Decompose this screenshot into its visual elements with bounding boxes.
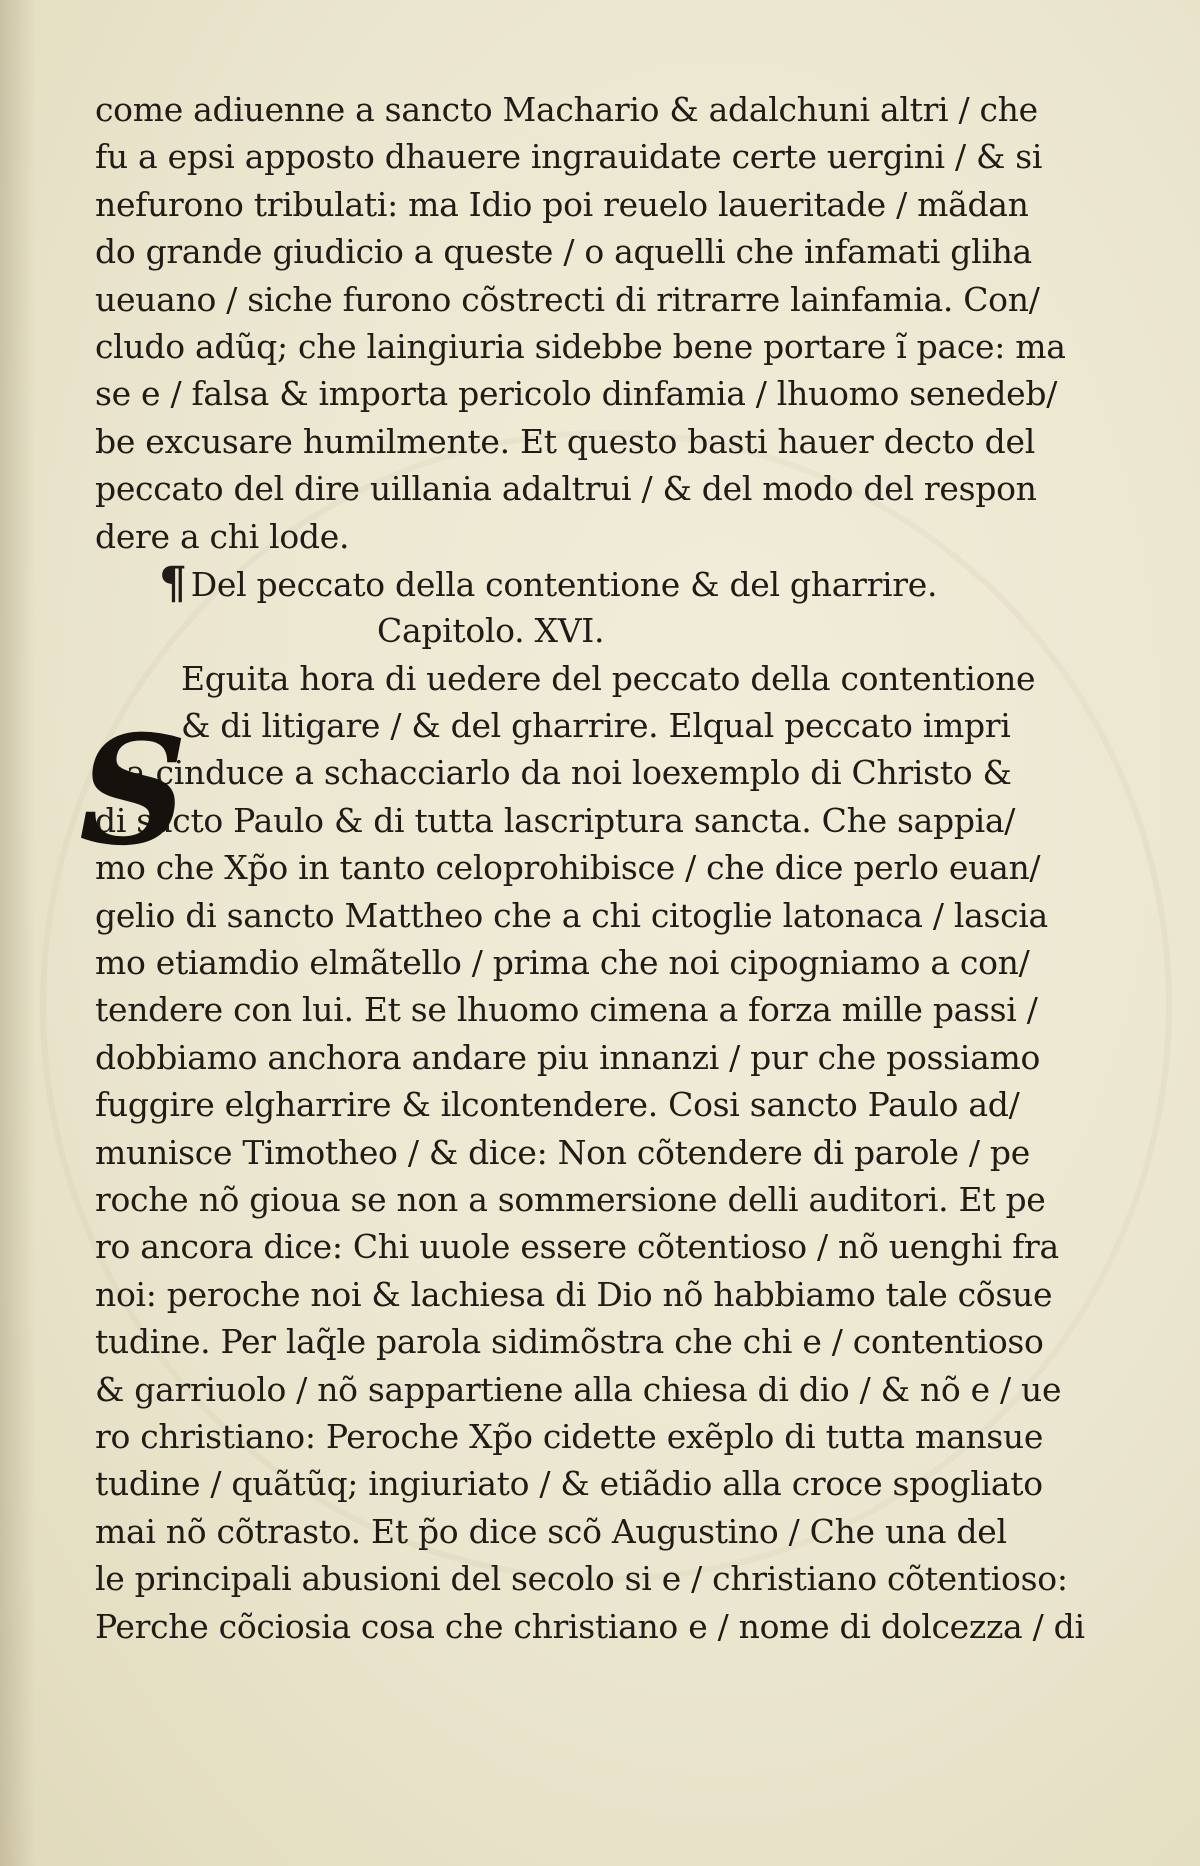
text-line: noi: peroche noi & lachiesa di Dio nõ habbiamo tale cõsue: [95, 1274, 1053, 1314]
text-line: come adiuenne a sancto Machario & adalchuni altri / che: [95, 90, 1038, 129]
text-line: do grande giudicio a queste / o aquelli che infamati gliha: [95, 232, 1032, 272]
text-line: tendere con lui. Et se lhuomo cimena a forza mille passi /: [95, 990, 1038, 1030]
text-line: munisce Timotheo / & dice: Non cõtendere di parole / pe: [95, 1132, 1030, 1172]
text-line: di sãcto Paulo & di tutta lascriptura sancta. Che sappia/: [95, 800, 1016, 840]
text-line: gelio di sancto Mattheo che a chi citoglie latonaca / lascia: [95, 895, 1048, 935]
text-line: ro christiano: Peroche Xp̃o cidette exẽplo di tutta mansue: [95, 1416, 1044, 1456]
chapter-heading: [95, 557, 965, 609]
text-line: mai nõ cõtrasto. Et p̃o dice scõ Augustino / Che una del: [95, 1511, 1007, 1551]
initial-letter: S: [79, 703, 188, 879]
text-line: nefurono tribulati: ma Idio poi reuelo laueritade / mãdan: [95, 184, 1029, 224]
chapter-number: Capitolo. XVI.: [377, 611, 605, 651]
text-line: le principali abusioni del secolo si e / christiano cõtentioso:: [95, 1559, 1068, 1599]
text-line: ma cinduce a schacciarlo da noi loexemplo di Christo &: [95, 753, 1012, 793]
text-line: tudine / quãtũq; ingiuriato / & etiãdio alla croce spogliato: [95, 1464, 1043, 1504]
pilcrow-icon: ¶: [159, 557, 187, 609]
text-line: Perche cõciosia cosa che christiano e / nome di dolcezza / di: [95, 1606, 1085, 1646]
text-line: & di litigare / & del gharrire. Elqual peccato impri: [181, 706, 1011, 746]
text-line: roche nõ gioua se non a sommersione delli auditori. Et pe: [95, 1179, 1046, 1219]
text-line: cludo adũq; che laingiuria sidebbe bene portare ĩ pace: ma: [95, 326, 1066, 366]
text-line: peccato del dire uillania adaltrui / & del modo del respon: [95, 469, 1037, 509]
text-line: se e / falsa & importa pericolo dinfamia / lhuomo senedeb/: [95, 374, 1058, 414]
text-line: dere a chi lode.: [95, 516, 350, 556]
text-line: fuggire elgharrire & ilcontendere. Cosi sancto Paulo ad/: [95, 1085, 1020, 1125]
text-line: Eguita hora di uedere del peccato della contentione: [181, 658, 1036, 698]
text-line: fu a epsi apposto dhauere ingrauidate certe uergini / & si: [95, 137, 1043, 177]
text-block: [79, 86, 1085, 1650]
text-line: mo etiamdio elmãtello / prima che noi cipogniamo a con/: [95, 943, 1030, 983]
text-line: ro ancora dice: Chi uuole essere cõtentioso / nõ uenghi fra: [95, 1227, 1059, 1267]
text-line: dobbiamo anchora andare piu innanzi / pur che possiamo: [95, 1037, 1041, 1077]
text-line: mo che Xp̃o in tanto celoprohibisce / che dice perlo euan/: [95, 848, 1041, 888]
text-line: be excusare humilmente. Et questo basti hauer decto del: [95, 421, 1035, 461]
text-line: tudine. Per laq̃le parola sidimõstra che chi e / contentioso: [95, 1322, 1044, 1362]
text-line: ueuano / siche furono cõstrecti di ritrarre lainfamia. Con/: [95, 279, 1040, 319]
text-line: & garriuolo / nõ sappartiene alla chiesa di dio / & nõ e / ue: [95, 1369, 1062, 1409]
chapter-heading-text: Del peccato della contentione & del gharrire.: [190, 564, 938, 604]
decorated-initial: [73, 703, 188, 879]
